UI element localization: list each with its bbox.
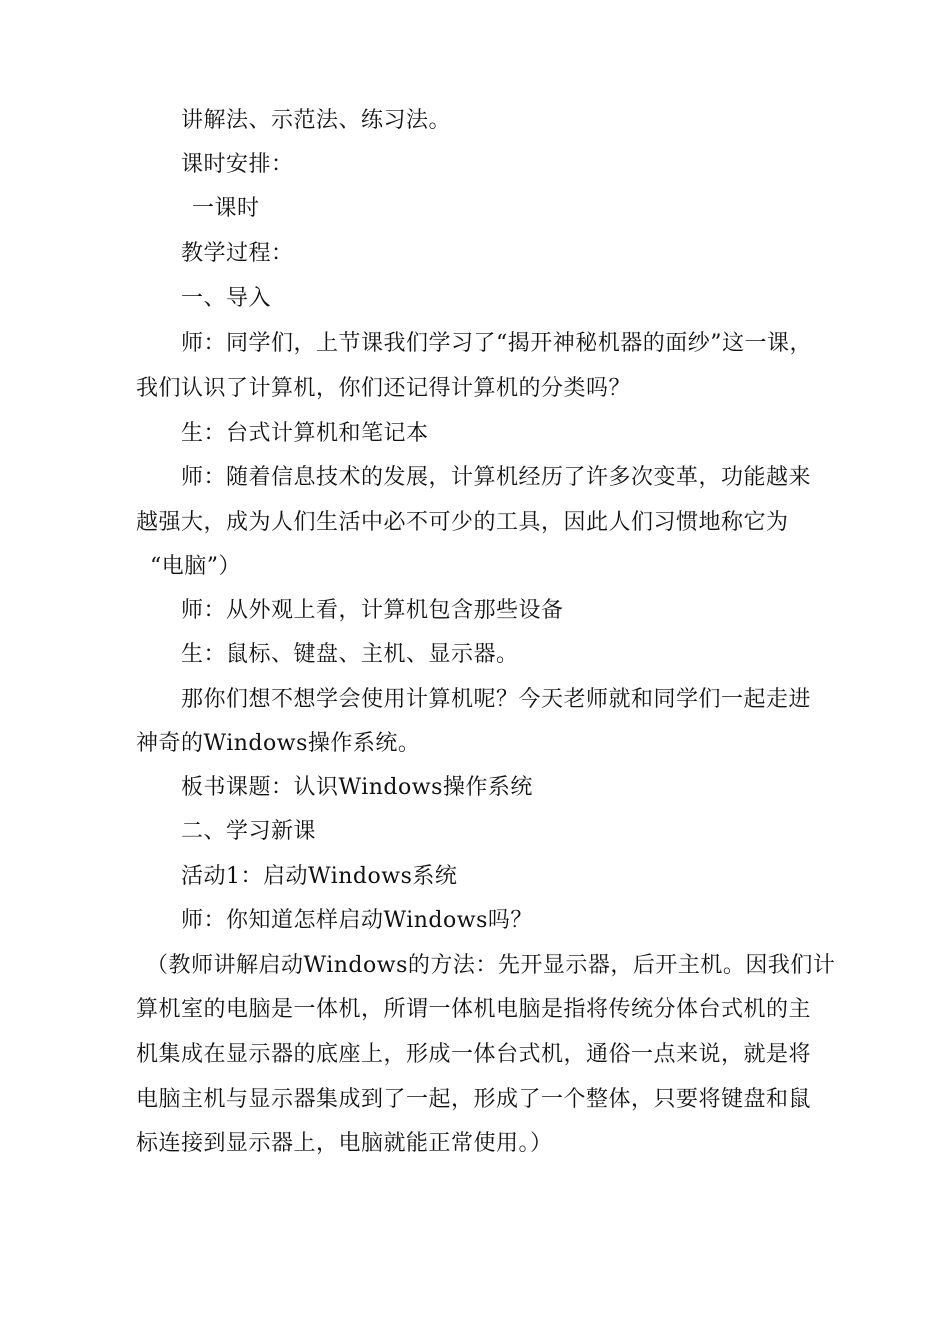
text-line: 活动1：启动Windows系统 <box>181 864 458 889</box>
text-line: 课时安排： <box>181 152 294 177</box>
text-line: 一课时 <box>192 196 260 221</box>
text-line: 生：台式计算机和笔记本 <box>181 421 429 446</box>
text-line: 师：同学们，上节课我们学习了“揭开神秘机器的面纱”这一课， <box>181 331 812 356</box>
text-line: 神奇的Windows操作系统。 <box>136 731 421 756</box>
text-line: 师：随着信息技术的发展，计算机经历了许多次变革，功能越来 <box>181 465 812 490</box>
section-heading: 一、导入 <box>181 286 272 311</box>
text-line: 机集成在显示器的底座上，形成一体台式机，通俗一点来说，就是将 <box>136 1042 812 1067</box>
text-line: 电脑主机与显示器集成到了一起，形成了一个整体，只要将键盘和鼠 <box>136 1087 812 1112</box>
text-line: 生：鼠标、键盘、主机、显示器。 <box>181 642 519 667</box>
text-line: 我们认识了计算机，你们还记得计算机的分类吗？ <box>136 376 632 401</box>
text-line: 算机室的电脑是一体机，所谓一体机电脑是指将传统分体台式机的主 <box>136 997 812 1022</box>
text-line: 那你们想不想学会使用计算机呢？今天老师就和同学们一起走进 <box>181 687 812 712</box>
text-line: 讲解法、示范法、练习法。 <box>181 108 452 133</box>
section-heading: 二、学习新课 <box>181 819 317 844</box>
text-line: 板书课题：认识Windows操作系统 <box>181 775 533 800</box>
text-line: 标连接到显示器上，电脑就能正常使用。） <box>136 1131 553 1156</box>
text-line: 师：从外观上看，计算机包含那些设备 <box>181 598 564 623</box>
text-line: 教学过程： <box>181 241 294 266</box>
text-line: （教师讲解启动Windows的方法：先开显示器，后开主机。因我们计 <box>146 953 836 978</box>
text-line: “电脑”） <box>150 554 241 579</box>
text-line: 师：你知道怎样启动Windows吗？ <box>181 908 533 933</box>
text-line: 越强大，成为人们生活中必不可少的工具，因此人们习惯地称它为 <box>136 510 789 535</box>
